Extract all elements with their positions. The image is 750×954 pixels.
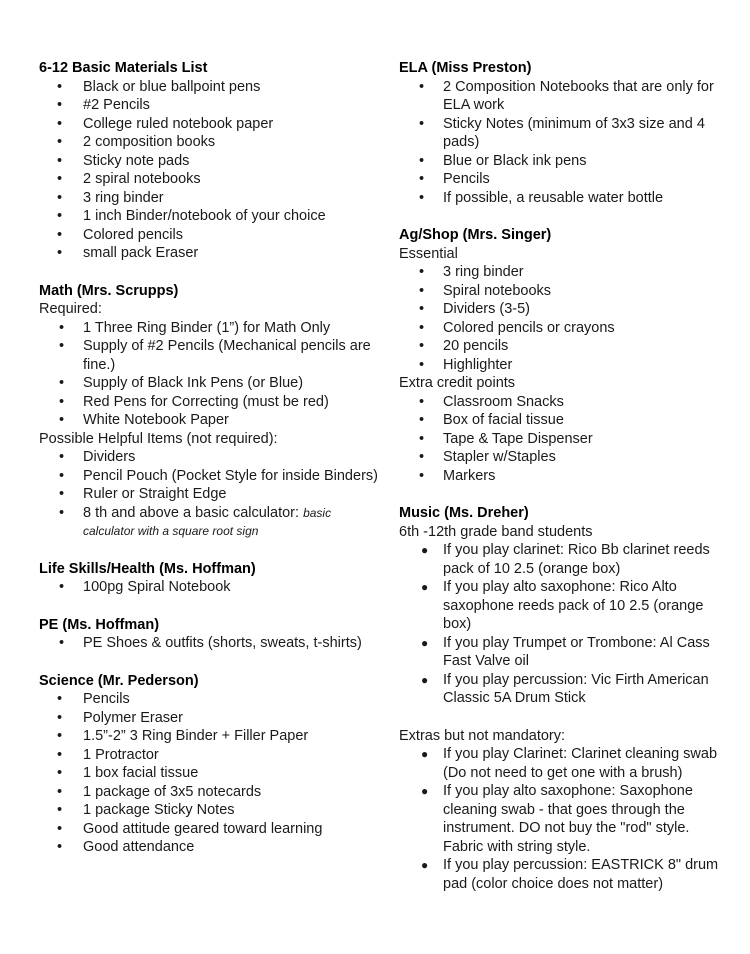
ag-shop-section bbox=[399, 226, 729, 485]
list-item: • Classroom Snacks bbox=[419, 393, 564, 410]
list-item: • Sticky Notes (minimum of 3x3 size and 4 pads) bbox=[419, 115, 705, 150]
list-item: • Ruler or Straight Edge bbox=[59, 486, 227, 502]
list-item: • Pencils bbox=[419, 171, 490, 187]
bullet-list bbox=[399, 745, 729, 893]
life-skills-section bbox=[39, 560, 379, 597]
pe-section bbox=[39, 616, 379, 653]
bullet-list bbox=[399, 78, 729, 208]
required-label: Required: bbox=[39, 301, 102, 317]
list-item: • Tape & Tape Dispenser bbox=[419, 430, 593, 447]
list-item: • Dividers (3-5) bbox=[419, 301, 531, 317]
list-item: • Supply of Black Ink Pens (or Blue) bbox=[59, 375, 304, 391]
list-item: • Polymer Eraser bbox=[57, 709, 183, 726]
list-item: ● If you play alto saxophone: Saxophone cleaning swab - that goes through the instrument. DO not buy the "rod" style. Fabric with string style. bbox=[421, 783, 693, 855]
list-item: • If possible, a reusable water bottle bbox=[419, 189, 664, 206]
list-item: • 100pg Spiral Notebook bbox=[59, 579, 231, 595]
list-item: • Colored pencils bbox=[57, 226, 183, 243]
list-item: • Pencil Pouch (Pocket Style for inside Binders) bbox=[59, 467, 378, 484]
list-item: • Red Pens for Correcting (must be red) bbox=[59, 393, 329, 410]
section-heading: 6-12 Basic Materials List bbox=[39, 60, 208, 76]
section-heading: PE (Ms. Hoffman) bbox=[39, 616, 160, 633]
bullet-list bbox=[399, 393, 729, 486]
list-item: • 1 package of 3x5 notecards bbox=[57, 783, 262, 800]
section-heading: Math (Mrs. Scrupps) bbox=[39, 282, 179, 299]
music-section bbox=[399, 504, 729, 893]
list-item: ● If you play alto saxophone: Rico Alto saxophone reeds pack of 10 2.5 (orange box) bbox=[421, 579, 704, 632]
calculator-note: basic calculator with a square root sign bbox=[83, 505, 332, 538]
list-item: • 3 ring binder bbox=[57, 189, 164, 206]
list-item: • White Notebook Paper bbox=[59, 412, 229, 428]
math-section bbox=[39, 282, 379, 541]
list-item: • Black or blue ballpoint pens bbox=[57, 78, 261, 95]
list-item: • College ruled notebook paper bbox=[57, 115, 274, 132]
list-item: • Stapler w/Staples bbox=[419, 449, 556, 465]
list-item: • 2 spiral notebooks bbox=[57, 171, 201, 187]
helpful-label: Possible Helpful Items (not required): bbox=[39, 430, 278, 447]
list-item: • Pencils bbox=[57, 691, 130, 707]
section-heading: Science (Mr. Pederson) bbox=[39, 672, 199, 689]
list-item: • Good attendance bbox=[57, 839, 195, 855]
list-item: • #2 Pencils bbox=[57, 97, 150, 113]
bullet-list bbox=[399, 541, 729, 708]
list-item: ● If you play percussion: EASTRICK 8" drum pad (color choice does not matter) bbox=[421, 857, 719, 892]
bullet-list bbox=[39, 578, 379, 597]
extra-credit-label: Extra credit points bbox=[399, 375, 516, 391]
list-item: • Box of facial tissue bbox=[419, 412, 564, 428]
list-item: ● If you play percussion: Vic Firth American Classic 5A Drum Stick bbox=[421, 671, 709, 706]
left-column bbox=[39, 59, 379, 857]
section-heading: Life Skills/Health (Ms. Hoffman) bbox=[39, 560, 256, 577]
ela-section bbox=[399, 59, 729, 207]
bullet-list bbox=[39, 690, 379, 857]
list-item: • 1 Protractor bbox=[57, 746, 159, 763]
grade-label: 6th -12th grade band students bbox=[399, 523, 593, 540]
list-item: • 2 composition books bbox=[57, 134, 216, 150]
basic-materials-section bbox=[39, 59, 379, 263]
list-item: • 8 th and above a basic calculator: basic calculator with a square root sign bbox=[59, 504, 332, 538]
bullet-list bbox=[39, 448, 379, 541]
bullet-list bbox=[39, 634, 379, 653]
list-item: • PE Shoes & outfits (shorts, sweats, t-shirts) bbox=[59, 635, 362, 651]
extras-label: Extras but not mandatory: bbox=[399, 727, 566, 744]
list-item: • 20 pencils bbox=[419, 338, 509, 354]
list-item: ● If you play Trumpet or Trombone: Al Cass Fast Valve oil bbox=[421, 634, 710, 669]
right-column bbox=[399, 59, 729, 893]
list-item: • Colored pencils or crayons bbox=[419, 319, 615, 336]
list-item: • Blue or Black ink pens bbox=[419, 152, 587, 169]
section-heading: Ag/Shop (Mrs. Singer) bbox=[399, 227, 552, 243]
bullet-list bbox=[39, 78, 379, 263]
list-item: ● If you play Clarinet: Clarinet cleaning swab (Do not need to get one with a brush) bbox=[421, 746, 718, 781]
list-item: • Spiral notebooks bbox=[419, 282, 552, 299]
list-item: • 1 Three Ring Binder (1”) for Math Only bbox=[59, 319, 331, 336]
list-item: • Highlighter bbox=[419, 356, 513, 373]
list-item: • Good attitude geared toward learning bbox=[57, 820, 323, 837]
list-item: ● If you play clarinet: Rico Bb clarinet reeds pack of 10 2.5 (orange box) bbox=[421, 542, 710, 577]
list-item: • 2 Composition Notebooks that are only for ELA work bbox=[419, 78, 714, 113]
list-item: • Sticky note pads bbox=[57, 152, 190, 169]
bullet-list bbox=[399, 263, 729, 374]
section-heading: Music (Ms. Dreher) bbox=[399, 505, 529, 521]
list-item: • Markers bbox=[419, 467, 496, 484]
list-item: • small pack Eraser bbox=[57, 245, 199, 261]
list-item: • 1 package Sticky Notes bbox=[57, 802, 235, 818]
list-item: • Dividers bbox=[59, 449, 136, 465]
bullet-list bbox=[39, 319, 379, 430]
list-item: • Supply of #2 Pencils (Mechanical pencils are fine.) bbox=[59, 338, 371, 373]
list-item: • 1 box facial tissue bbox=[57, 765, 199, 781]
list-item: • 1 inch Binder/notebook of your choice bbox=[57, 208, 326, 224]
list-item: • 3 ring binder bbox=[419, 264, 524, 280]
science-section bbox=[39, 672, 379, 857]
list-item: • 1.5”-2” 3 Ring Binder + Filler Paper bbox=[57, 728, 309, 744]
section-heading: ELA (Miss Preston) bbox=[399, 60, 532, 76]
essential-label: Essential bbox=[399, 245, 458, 262]
